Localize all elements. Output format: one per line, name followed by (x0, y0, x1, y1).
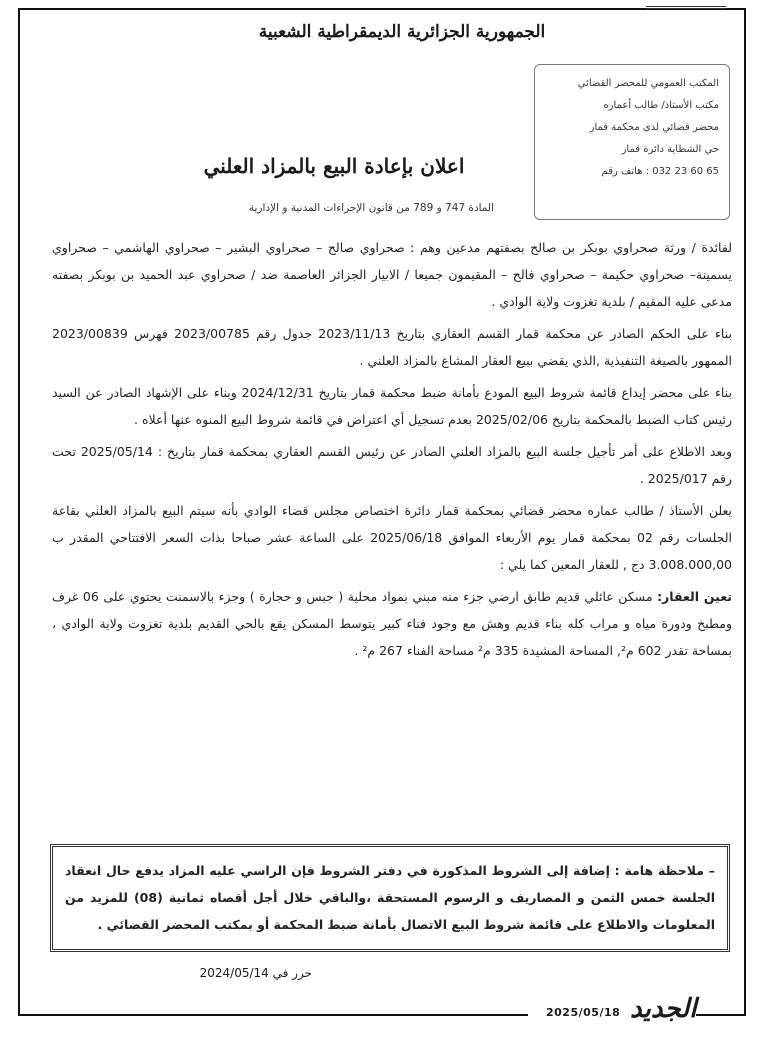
paragraph-judgment: بناء على الحكم الصادر عن محكمة قمار القسم العقاري بتاريخ 2023/11/13 جدول رقم 2023/00785 فهرس 2023/00839 الممهور بالصيغة التنفيذية ,الذي يقضي ببيع العقار المشاع بالمزاد العلني . (52, 326, 732, 368)
office-line-4: حي الشطاية دائرة قمار (621, 144, 719, 155)
bottom-border-left (18, 1014, 528, 1016)
bailiff-office-box (534, 64, 730, 220)
announcement-document (52, 16, 732, 988)
office-line-3: محضر قضائي لدى محكمة قمار (589, 122, 719, 133)
announcement-body (52, 234, 732, 669)
paragraph-postponement: وبعد الاطلاع على أمر تأجيل جلسة البيع بالمزاد العلني الصادر عن رئيس القسم العقاري بمحكمة قمار بتاريخ : 2025/05/14 تحت رقم 2025/017 . (52, 444, 733, 486)
office-line-1: المكتب العمومي للمحضر القضائي (577, 78, 719, 89)
paragraph-deposit: بناء على محضر إيداع قائمة شروط البيع المودع بأمانة ضبط محكمة قمار بتاريخ 2024/12/31 وبناء على الإشهاد الصادر عن السيد رئيس كتاب الضبط بالمحكمة بتاريخ 2025/02/06 بعدم تسجيل أي اعتراض في قائمة شروط البيع المنوه عنها أعلاه . (52, 385, 732, 427)
republic-heading: الجمهورية الجزائرية الديمقراطية الشعبية (258, 22, 546, 42)
newspaper-logo: الجديد (630, 994, 697, 1024)
office-line-2: مكتب الأستاذ/ طالب أعماره (603, 100, 719, 111)
footer-date: 2025/05/18 (546, 1006, 621, 1019)
paragraph-parties: لفائدة / ورثة صحراوي بوبكر بن صالح بصفتهم مدعين وهم : صحراوي صالح – صحراوي البشير – صحراوي الهاشمي – صحراوي يسمينة– صحراوي حكيمة – صحراوي فالح – المقيمون جميعا / الابيار الجزائر العاصمة ضد / صحراوي عبد الحميد بن بوبكر بصفته مدعى عليه المقيم / بلدية تغزوت ولاية الوادي . (52, 240, 732, 309)
paragraph-sale-notice: يعلن الأستاذ / طالب عماره محضر قضائي بمحكمة قمار دائرة اختصاص مجلس قضاء الوادي بأنه سيتم البيع بالمزاد العلني بقاعة الجلسات رقم 02 بمحكمة قمار يوم الأربعاء الموافق 2025/06/18 على الساعة عشر صباحا بذات السعر الافتتاحي المقدر ب 3.008.000,00 دج , للعقار المعين كما يلي : (52, 503, 733, 572)
legal-article-reference: المادة 747 و 789 من قانون الإجراءات المدنية و الإدارية (248, 202, 494, 214)
property-description: مسكن عائلي قديم طابق ارضي جزء منه مبني بمواد محلية ( جبس و حجارة ) وجزء بالاسمنت يحتوي على 06 غرف ومطبخ ودورة مياه و مراب كله بناء قديم وهش مع وجود فناء كبير يتوسط المسكن يقع بالحي القديم بلدية تغزوت ولاية الوادي ، بمساحة تقدر 602 م², المساحة المشيدة 335 م² مساحة الفناء 267 م² . (52, 589, 732, 658)
phone-label: هاتف رقم : (601, 166, 650, 177)
office-phone (545, 161, 719, 183)
paragraph-property (52, 583, 732, 664)
important-note-box: – ملاحظة هامة : إضافة إلى الشروط المذكورة في دفتر الشروط فإن الراسي عليه المزاد يدفع حال انعقاد الجلسة خمس الثمن و المصاريف و الرسوم المستحقة ،والباقي خلال أجل أقصاه ثمانية (08) للمزيد من المعلومات والاطلاع على قائمة شروط البيع الاتصال بأمانة ضبط المحكمة أو بمكتب المحضر القضائي . (50, 844, 730, 952)
property-label: تعين العقار: (657, 589, 732, 604)
signed-date: حرر في 2024/05/14 (199, 966, 312, 980)
bottom-border-right (696, 1014, 746, 1016)
announcement-title: اعلان بإعادة البيع بالمزاد العلني (203, 154, 465, 178)
phone-value: 032 23 60 65 (652, 166, 719, 177)
